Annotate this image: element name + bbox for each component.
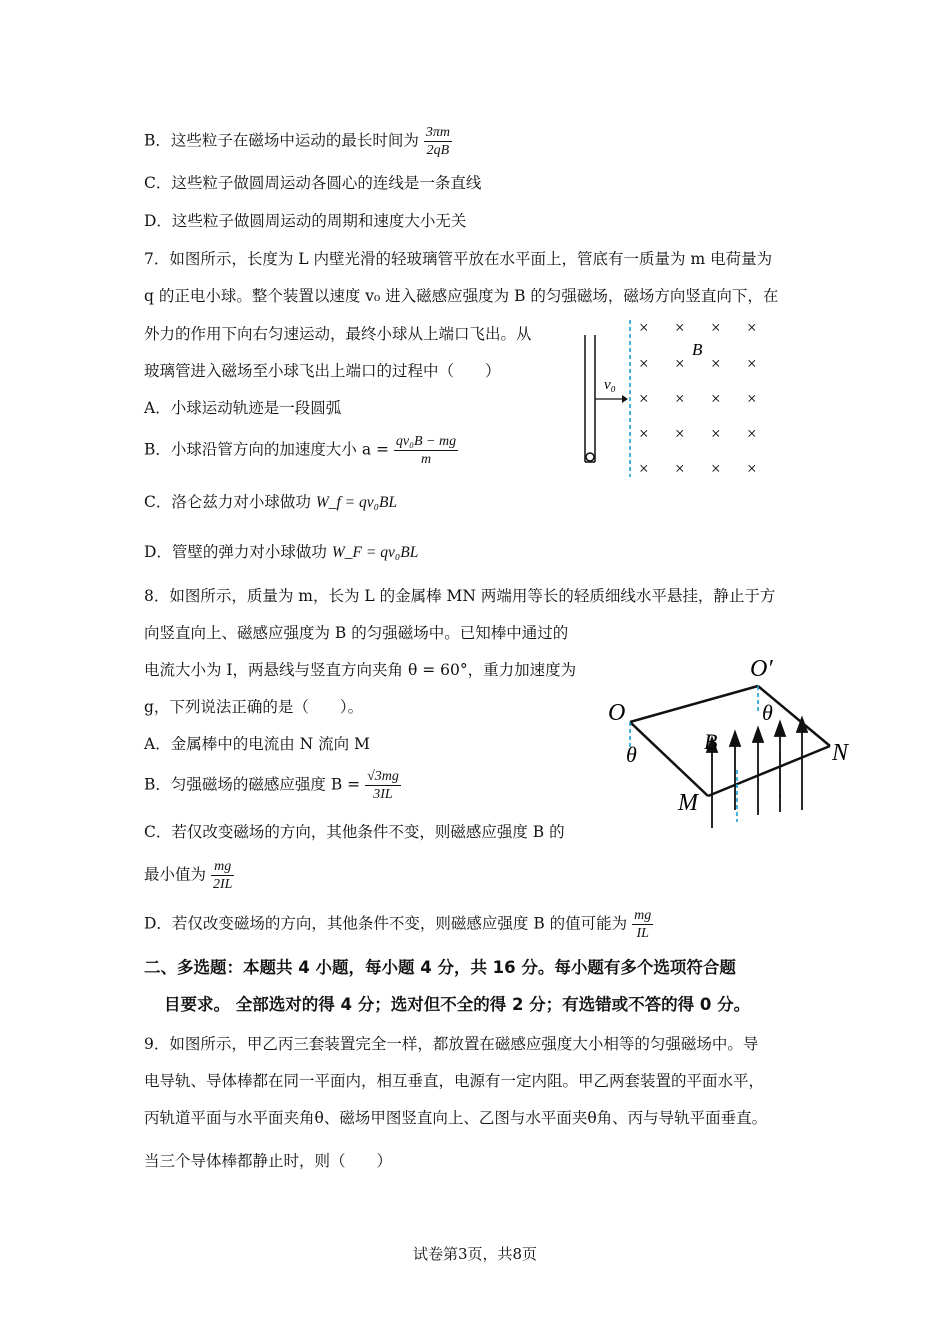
q6-option-b-fraction xyxy=(424,124,452,159)
cross-icon: × xyxy=(747,424,757,443)
metal-rod-mn xyxy=(708,746,830,796)
field-label-b: B xyxy=(692,340,703,359)
q7-figure xyxy=(580,315,780,485)
q7-option-b-fraction xyxy=(394,433,458,468)
label-b: B xyxy=(704,729,718,754)
cross-icon: × xyxy=(675,354,685,373)
cross-icon: × xyxy=(711,424,721,443)
fraction-denominator: m xyxy=(420,452,432,467)
q7-option-c xyxy=(144,491,397,514)
cross-icon: × xyxy=(639,424,649,443)
velocity-label: v₀ xyxy=(604,377,616,393)
q9-stem-line4: 当三个导体棒都静止时，则（ ） xyxy=(144,1152,393,1170)
q8-stem-line4: g，下列说法正确的是（ ）。 xyxy=(144,698,364,716)
q7-option-c-text: C．洛仑兹力对小球做功 xyxy=(144,493,311,511)
label-o-prime: O′ xyxy=(750,656,773,682)
page-footer: 试卷第3页，共8页 xyxy=(412,1245,538,1263)
q7-stem-line4: 玻璃管进入磁场至小球飞出上端口的过程中（ ） xyxy=(144,362,501,380)
q7-option-d-text: D．管壁的弹力对小球做功 xyxy=(144,543,327,561)
label-m: M xyxy=(678,790,698,816)
fraction-numerator: √3mg xyxy=(367,769,399,784)
cross-icon: × xyxy=(711,318,721,337)
q8-stem-line2: 向竖直向上、磁感应强度为 B 的匀强磁场中。已知棒中通过的 xyxy=(144,624,569,642)
fraction-denominator: IL xyxy=(636,926,649,941)
q9-stem-line1: 9．如图所示，甲乙丙三套装置完全一样，都放置在磁感应强度大小相等的匀强磁场中。导 xyxy=(144,1035,759,1053)
q7-option-b xyxy=(144,433,458,468)
q6-option-b xyxy=(144,124,452,159)
wire-om xyxy=(630,722,708,796)
charged-ball xyxy=(586,453,594,461)
q8-stem-line1: 8．如图所示，质量为 m，长为 L 的金属棒 MN 两端用等长的轻质细线水平悬挂，静止于方 xyxy=(144,587,776,605)
ceiling-line-front xyxy=(630,686,758,722)
fraction-numerator: 3πm xyxy=(425,125,450,140)
label-theta-right: θ xyxy=(762,700,773,725)
q8-option-a: A．金属棒中的电流由 N 流向 M xyxy=(144,735,370,753)
cross-icon: × xyxy=(747,389,757,408)
label-theta-left: θ xyxy=(626,742,637,767)
q8-option-c-line2 xyxy=(144,858,234,893)
q8-option-b-text: B．匀强磁场的磁感应强度 B = xyxy=(144,775,361,794)
q8-option-c-text: 最小值为 xyxy=(144,865,207,884)
q7-option-b-text: B．小球沿管方向的加速度大小 a = xyxy=(144,440,389,459)
q9-stem-line2: 电导轨、导体棒都在同一平面内，相互垂直，电源有一定内阻。甲乙两套装置的平面水平， xyxy=(144,1072,765,1090)
fraction-denominator: 2qB xyxy=(426,143,450,158)
cross-icon: × xyxy=(747,459,757,478)
cross-icon: × xyxy=(639,354,649,373)
q7-option-d xyxy=(144,541,418,564)
q7-option-a: A．小球运动轨迹是一段圆弧 xyxy=(144,399,342,417)
fraction-denominator: 3IL xyxy=(373,787,393,802)
fraction-numerator: qv₀B − mg xyxy=(395,434,457,449)
q8-option-d xyxy=(144,907,653,942)
section2-heading-line1: 二、多选题：本题共 4 小题，每小题 4 分，共 16 分。每小题有多个选项符合题 xyxy=(144,958,736,977)
cross-icon: × xyxy=(639,459,649,478)
label-o: O xyxy=(608,700,626,726)
q8-option-c-fraction xyxy=(211,858,234,893)
q6-option-c: C．这些粒子做圆周运动各圆心的连线是一条直线 xyxy=(144,174,482,192)
cross-icon: × xyxy=(675,389,685,408)
q7-option-d-formula: W_F = qv₀BL xyxy=(331,544,419,561)
q7-stem-line2: q 的正电小球。整个装置以速度 v₀ 进入磁感应强度为 B 的匀强磁场，磁场方向竖直向下，在 xyxy=(144,287,779,305)
cross-icon: × xyxy=(675,459,685,478)
q6-option-b-text: B．这些粒子在磁场中运动的最长时间为 xyxy=(144,131,419,150)
q8-option-b xyxy=(144,768,401,803)
cross-icon: × xyxy=(711,354,721,373)
cross-icon: × xyxy=(675,424,685,443)
q7-stem-line3: 外力的作用下向右匀速运动，最终小球从上端口飞出。从 xyxy=(144,325,532,343)
cross-icon: × xyxy=(747,318,757,337)
q7-stem-line1: 7．如图所示，长度为 L 内壁光滑的轻玻璃管平放在水平面上，管底有一质量为 m 电荷量为 xyxy=(144,250,773,268)
q6-option-d: D．这些粒子做圆周运动的周期和速度大小无关 xyxy=(144,212,467,230)
section2-heading-line2: 目要求。 全部选对的得 4 分；选对但不全的得 2 分；有选错或不答的得 0 分。 xyxy=(164,995,751,1014)
q8-figure xyxy=(600,650,860,835)
fraction-denominator: 2IL xyxy=(212,877,233,892)
cross-icon: × xyxy=(675,318,685,337)
cross-icon: × xyxy=(711,389,721,408)
cross-icon: × xyxy=(747,354,757,373)
q8-option-b-fraction xyxy=(365,768,401,803)
q8-option-c-line1: C．若仅改变磁场的方向，其他条件不变，则磁感应强度 B 的 xyxy=(144,823,565,841)
q8-option-d-text: D．若仅改变磁场的方向，其他条件不变，则磁感应强度 B 的值可能为 xyxy=(144,914,628,933)
label-n: N xyxy=(832,740,849,766)
cross-icon: × xyxy=(639,389,649,408)
q8-stem-line3: 电流大小为 I，两悬线与竖直方向夹角 θ = 60°，重力加速度为 xyxy=(144,661,577,679)
arrow-head-icon xyxy=(622,395,628,403)
q8-option-d-fraction xyxy=(632,907,653,942)
cross-icon: × xyxy=(639,318,649,337)
field-arrows xyxy=(707,718,807,828)
q7-option-c-formula: W_f = qv₀BL xyxy=(315,494,398,511)
fraction-numerator: mg xyxy=(634,908,652,923)
fraction-numerator: mg xyxy=(211,858,234,876)
cross-icon: × xyxy=(711,459,721,478)
q9-stem-line3: 丙轨道平面与水平面夹角θ、磁场甲图竖直向上、乙图与水平面夹θ角、丙与导轨平面垂直。 xyxy=(144,1109,768,1127)
